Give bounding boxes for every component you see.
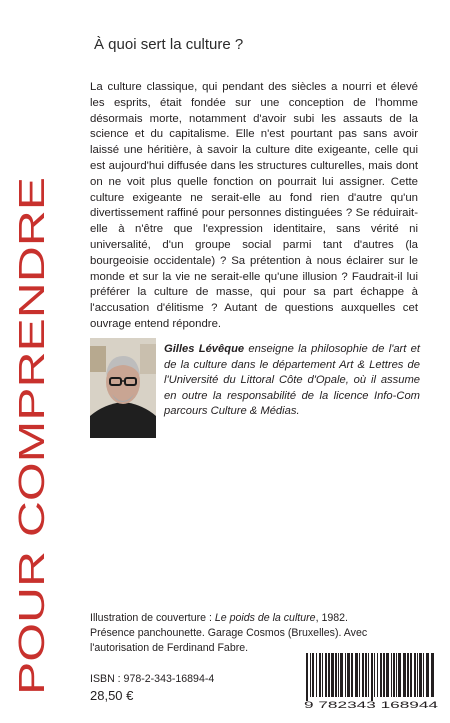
- isbn: ISBN : 978-2-343-16894-4: [90, 673, 215, 685]
- author-bio-text: enseigne la philosophie de l'art et de la culture dans le département Art & Lettres de l'Université du Littoral Côte d'Opale, où il assume en outre la responsabilité de la licence Info-Com parcours Culture & Médias.: [164, 343, 420, 418]
- price: 28,50 €: [90, 688, 134, 703]
- cover-credit-rest: , 1982. Présence panchounette. Garage Cosmos (Bruxelles). Avec l'autorisation de Ferdinand Fabre.: [90, 612, 368, 654]
- cover-credit-prefix: Illustration de couverture :: [90, 612, 215, 624]
- series-label-text: POUR COMPRENDRE: [11, 320, 52, 695]
- author-photo: [90, 338, 156, 438]
- cover-credit-work: Le poids de la culture: [214, 612, 316, 624]
- back-cover-blurb: [90, 80, 418, 333]
- author-section: [90, 338, 420, 438]
- book-title: À quoi sert la culture ?: [94, 36, 244, 53]
- series-label: [0, 0, 90, 723]
- blurb-text: La culture classique, qui pendant des siècles a nourri et élevé les esprits, était fondée sur une conception de l'homme désormais morte, notamment d'avoir subi les assauts de la science et du capitalisme. Elle n'est pourtant pas sans avoir laissé une héritière, à savoir la culture dite exigeante, celle qui est aujourd'hui diffusée dans les structures culturelles, mais dont on ne voit plus quelle fonction on pourrait lui assigner. Cette culture exigeante ne serait-elle au fond rien d'autre qu'un divertissement raffiné pour personnes distinguées ? Se réduirait-elle à n'être que l'expression identitaire, sans vérité ni universalité, d'un groupe social parmi tant d'autres (la bourgeoisie occidentale) ? Sa prétention à nous éclairer sur le monde et sur la vie ne serait-elle qu'une illusion ? Faudrait-il lui préférer la culture de masse, qui pour sa part échappe à l'accusation d'élitisme ? Autant de questions auxquelles cet ouvrage entend répondre.: [90, 81, 418, 330]
- barcode-bars: [306, 653, 434, 701]
- author-bio: [164, 342, 420, 420]
- author-name: Gilles Lévêque: [164, 343, 245, 355]
- barcode: [300, 653, 442, 710]
- cover-credit: [90, 611, 390, 656]
- barcode-digits: 9 782343 168944: [304, 700, 438, 710]
